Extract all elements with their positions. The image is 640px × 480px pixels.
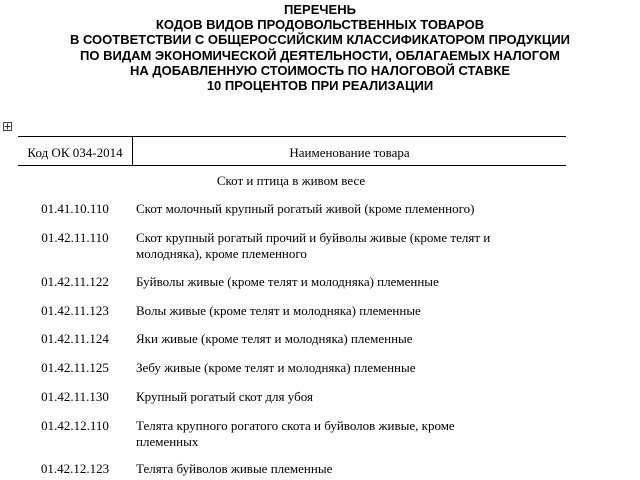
table-row-name: Скот крупный рогатый прочий и буйволы живые (кроме телят и молодняка), кроме племенного bbox=[136, 230, 491, 261]
document-title bbox=[0, 2, 640, 93]
title-line: 10 ПРОЦЕНТОВ ПРИ РЕАЛИЗАЦИИ bbox=[206, 78, 434, 94]
table-row-name: Зебу живые (кроме телят и молодняка) племенные bbox=[136, 360, 416, 375]
column-header-name: Наименование товара bbox=[289, 145, 410, 160]
title-line: ПЕРЕЧЕНЬ bbox=[284, 2, 356, 17]
table-row-code: 01.42.12.110 bbox=[41, 418, 109, 433]
table-row-name: Крупный рогатый скот для убоя bbox=[136, 389, 313, 404]
table-row-code: 01.42.11.123 bbox=[41, 303, 109, 318]
table-row-name: Скот молочный крупный рогатый живой (кроме племенного) bbox=[136, 201, 475, 216]
table-row-name: Волы живые (кроме телят и молодняка) племенные bbox=[136, 303, 421, 318]
table-row-code: 01.42.11.110 bbox=[41, 230, 109, 245]
title-line: В СООТВЕТСТВИИ С ОБЩЕРОССИЙСКИМ КЛАССИФИКАТОРОМ ПРОДУКЦИИ bbox=[69, 32, 571, 48]
section-title: Скот и птица в живом весе bbox=[216, 173, 366, 188]
title-line: КОДОВ ВИДОВ ПРОДОВОЛЬСТВЕННЫХ ТОВАРОВ bbox=[155, 17, 485, 33]
table-move-handle-icon[interactable] bbox=[3, 122, 12, 131]
table-row-code: 01.42.12.123 bbox=[40, 461, 110, 476]
table-row-code: 01.42.11.122 bbox=[41, 274, 109, 289]
table-row-code: 01.42.11.125 bbox=[41, 360, 109, 375]
table-row-name: Яки живые (кроме телят и молодняка) племенные bbox=[136, 331, 413, 346]
table-row-code: 01.41.10.110 bbox=[41, 201, 109, 216]
title-line: НА ДОБАВЛЕННУЮ СТОИМОСТЬ ПО НАЛОГОВОЙ СТАВКЕ bbox=[129, 62, 511, 78]
table-top-border bbox=[18, 136, 566, 137]
table-row-name: Телята крупного рогатого скота и буйволов живые, кроме племенных bbox=[136, 418, 455, 449]
header-bottom-border bbox=[18, 165, 566, 166]
table-row-code: 01.42.11.130 bbox=[41, 389, 109, 404]
title-line: ПО ВИДАМ ЭКОНОМИЧЕСКОЙ ДЕЯТЕЛЬНОСТИ, ОБЛАГАЕМЫХ НАЛОГОМ bbox=[80, 47, 560, 63]
column-header-code: Код ОК 034-2014 bbox=[27, 145, 123, 160]
table-row-code: 01.42.11.124 bbox=[41, 331, 109, 346]
table-row-name: Буйволы живые (кроме телят и молодняка) племенные bbox=[136, 274, 439, 289]
table-row-name: Телята буйволов живые племенные bbox=[136, 461, 333, 476]
